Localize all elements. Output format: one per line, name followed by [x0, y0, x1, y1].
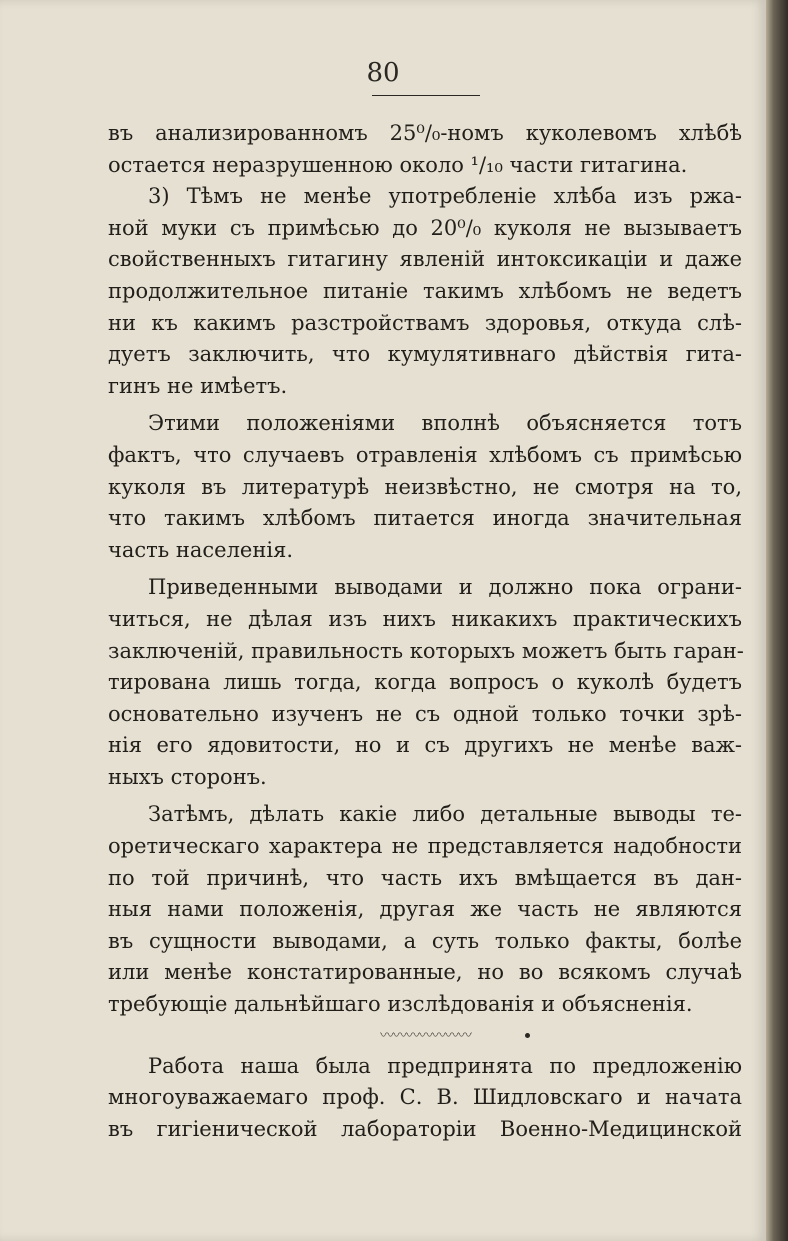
text-line: Работа наша была предпринята по предложенію [148, 1053, 742, 1078]
text-line: ныхъ сторонъ. [108, 764, 267, 789]
text-line: или менѣе констатированные, но во всякомъ случаѣ [108, 960, 742, 985]
text-line: требующіе дальнѣйшаго изслѣдованія и объясненія. [108, 992, 693, 1017]
body-text [108, 118, 742, 1145]
text-line: тирована лишь тогда, когда вопросъ о куколѣ будетъ [108, 670, 742, 695]
text-line: продолжительное питаніе такимъ хлѣбомъ не ведетъ [108, 278, 742, 303]
text-line: въ анализированномъ 25⁰/₀-номъ куколевомъ хлѣбѣ [108, 121, 742, 145]
text-line: гинъ не имѣетъ. [108, 373, 288, 398]
ornament-dot [525, 1033, 530, 1038]
text-line: куколя въ литературѣ неизвѣстно, не смотря на то, [108, 474, 742, 499]
text-line: по той причинѣ, что часть ихъ вмѣщается въ дан- [108, 865, 742, 890]
text-line: въ сущности выводами, а суть только факты, болѣе [108, 928, 742, 953]
text-line: ни къ какимъ разстройствамъ здоровья, откуда слѣ- [108, 310, 742, 335]
text-line: ныя нами положенія, другая же часть не являются [108, 897, 742, 922]
text-line: читься, не дѣлая изъ нихъ никакихъ практическихъ [108, 606, 742, 631]
text-line: 3) Тѣмъ не менѣе употребленіе хлѣба изъ ржа- [148, 184, 742, 209]
text-line: свойственныхъ гитагину явленій интоксикаціи и даже [108, 247, 742, 272]
text-line: оретическаго характера не представляется надобности [108, 834, 742, 859]
book-binding-edge [766, 0, 788, 1241]
text-line: заключеній, правильность которыхъ можетъ быть гаран- [108, 638, 744, 663]
text-line: что такимъ хлѣбомъ питается иногда значительная [108, 506, 742, 531]
header-rule [372, 95, 480, 96]
text-line: остается неразрушенною около ¹/₁₀ части гитагина. [108, 152, 688, 177]
text-line: Приведенными выводами и должно пока ограни- [148, 575, 742, 600]
text-line: фактъ, что случаевъ отравленія хлѣбомъ съ примѣсью [108, 442, 742, 467]
page-number: 80 [366, 58, 400, 88]
text-line: Затѣмъ, дѣлать какіе либо детальные выводы те- [148, 802, 742, 827]
text-line: часть населенія. [108, 537, 294, 562]
ornament-wave: 〰〰〰〰〰〰〰 [380, 1027, 471, 1044]
text-line: многоуважаемаго проф. С. В. Шидловскаго и начата [108, 1085, 742, 1110]
text-line: основательно изученъ не съ одной только точки зрѣ- [108, 701, 742, 726]
text-line: ной муки съ примѣсью до 20⁰/₀ куколя не вызываетъ [108, 215, 742, 240]
section-ornament [108, 1021, 742, 1051]
text-line: Этими положеніями вполнѣ объясняется тотъ [148, 411, 742, 436]
text-line: нія его ядовитости, но и съ другихъ не менѣе важ- [108, 733, 742, 758]
text-line: дуетъ заключить, что кумулятивнаго дѣйствія гита- [108, 342, 742, 367]
text-line: въ гигіенической лабораторіи Военно-Медицинской [108, 1116, 742, 1141]
